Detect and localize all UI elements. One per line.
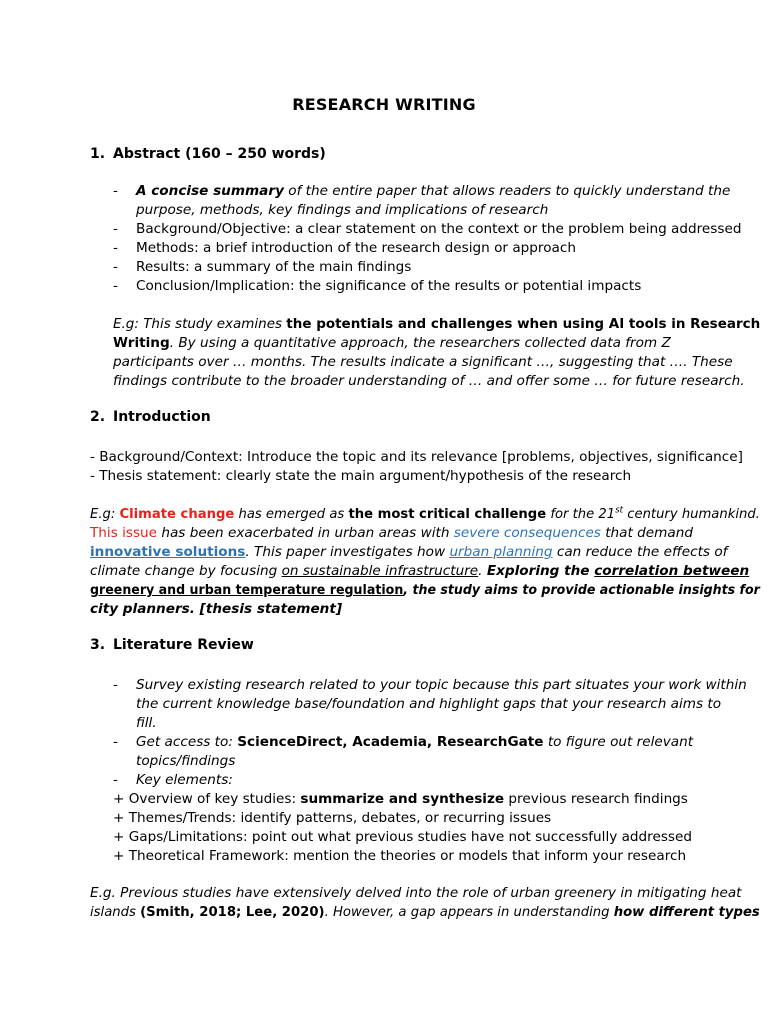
literature-bullet-1-line-2: the current knowledge base/foundation and highlight gaps that your research aims to [136,696,722,712]
bold-underlined-phrase: greenery and urban temperature regulation [90,582,404,598]
literature-bullet-2-line-1 [136,733,693,752]
literature-point-2: + Themes/Trends: identify patterns, debates, or recurring issues [113,810,552,826]
bold-phrase: (Smith, 2018; Lee, 2020) [140,904,325,920]
document-title: RESEARCH WRITING [292,95,476,114]
text-run: . This paper investigates how [245,544,450,560]
section-title: Introduction [113,409,211,425]
abstract-bullet-1-line-2: purpose, methods, key findings and implications of research [136,202,549,218]
introduction-example-line-3 [90,543,727,562]
text-run: E.g: [90,506,120,522]
highlight-blue: severe consequences [453,525,601,541]
section-number: 1. [90,146,106,162]
section-title: Abstract (160 – 250 words) [113,146,326,162]
bold-phrase: A concise summary [136,183,284,199]
bullet-dash: - [113,221,118,237]
section-heading-literature-review [90,637,254,653]
introduction-point-2: - Thesis statement: clearly state the main argument/hypothesis of the research [90,468,632,484]
text-run: has been exacerbated in urban areas with [157,525,454,541]
section-heading-introduction [90,409,211,425]
introduction-example-line-1 [90,505,760,524]
literature-bullet-1-line-3: fill. [136,715,157,731]
bullet-dash: - [113,772,118,788]
bold-phrase: the potentials and challenges when using AI tools in Research [286,316,761,332]
text-run: of the entire paper that allows readers to quickly understand the [283,183,731,199]
bullet-dash: - [113,240,118,256]
literature-point-1 [113,790,688,809]
abstract-bullet-3: Methods: a brief introduction of the research design or approach [136,240,576,256]
text-run: has emerged as [234,506,349,522]
introduction-example-line-4 [90,562,749,581]
bold-phrase: how different types [613,904,760,920]
section-title: Literature Review [113,637,254,653]
highlight-red-bold: Climate change [119,506,235,522]
text-run: E.g: This study examines [113,316,287,332]
bullet-dash: - [113,734,118,750]
section-number: 2. [90,409,106,425]
bold-underlined-phrase: correlation between [594,563,750,579]
text-run: Get access to: [136,734,238,750]
introduction-point-1: - Background/Context: Introduce the topic and its relevance [problems, objectives, significance] [90,449,743,465]
bullet-dash: - [113,183,118,199]
literature-example-line-1: E.g. Previous studies have extensively delved into the role of urban greenery in mitigating heat [90,885,742,901]
text-run: for the 21 [546,506,616,522]
bullet-dash: - [113,677,118,693]
bold-phrase: Writing [113,335,170,351]
abstract-example-line-2 [113,334,671,353]
abstract-bullet-2: Background/Objective: a clear statement on the context or the problem being addressed [136,221,742,237]
literature-point-4: + Theoretical Framework: mention the theories or models that inform your research [113,848,687,864]
text-run: to figure out relevant [543,734,694,750]
section-number: 3. [90,637,106,653]
literature-point-3: + Gaps/Limitations: point out what previous studies have not successfully addressed [113,829,692,845]
text-run: + Overview of key studies: [113,791,301,807]
literature-example-line-2 [90,903,760,922]
underlined-phrase: on sustainable infrastructure [281,563,479,579]
text-run: . By using a quantitative approach, the researchers collected data from Z [169,335,671,351]
bold-phrase: the most critical challenge [348,506,547,522]
highlight-red: This issue [90,525,158,541]
literature-bullet-3: Key elements: [136,772,233,788]
text-run: that demand [600,525,693,541]
bold-phrase: ScienceDirect, Academia, ResearchGate [237,734,544,750]
text-run: . [478,563,487,579]
introduction-example-line-2 [90,524,693,543]
introduction-example-line-6: city planners. [thesis statement] [90,601,343,617]
section-heading-abstract [90,146,326,162]
text-run: islands [90,904,141,920]
literature-bullet-2-line-2: topics/findings [136,753,236,769]
text-run: climate change by focusing [90,563,282,579]
superscript: st [615,505,624,516]
abstract-example-line-1 [113,315,760,334]
highlight-blue-underlined: urban planning [449,544,553,560]
bullet-dash: - [113,259,118,275]
bold-phrase: Exploring the [486,563,595,579]
abstract-example-line-4: findings contribute to the broader understanding of … and offer some … for future research. [113,373,745,389]
bold-phrase: summarize and synthesize [300,791,505,807]
abstract-example-line-3: participants over … months. The results indicate a significant …, suggesting that …. These [113,354,733,370]
bullet-dash: - [113,278,118,294]
text-run: century humankind. [623,506,760,522]
highlight-blue-underlined: innovative solutions [90,544,246,560]
abstract-bullet-1-line-1 [136,182,730,201]
text-run: . However, a gap appears in understanding [324,904,614,920]
abstract-bullet-5: Conclusion/Implication: the significance of the results or potential impacts [136,278,642,294]
bold-phrase: , the study aims to provide actionable insights for [403,582,760,598]
text-run: previous research findings [504,791,688,807]
introduction-example-line-5 [90,581,760,600]
literature-bullet-1-line-1: Survey existing research related to your topic because this part situates your work within [136,677,747,693]
text-run: can reduce the effects of [552,544,728,560]
abstract-bullet-4: Results: a summary of the main findings [136,259,412,275]
